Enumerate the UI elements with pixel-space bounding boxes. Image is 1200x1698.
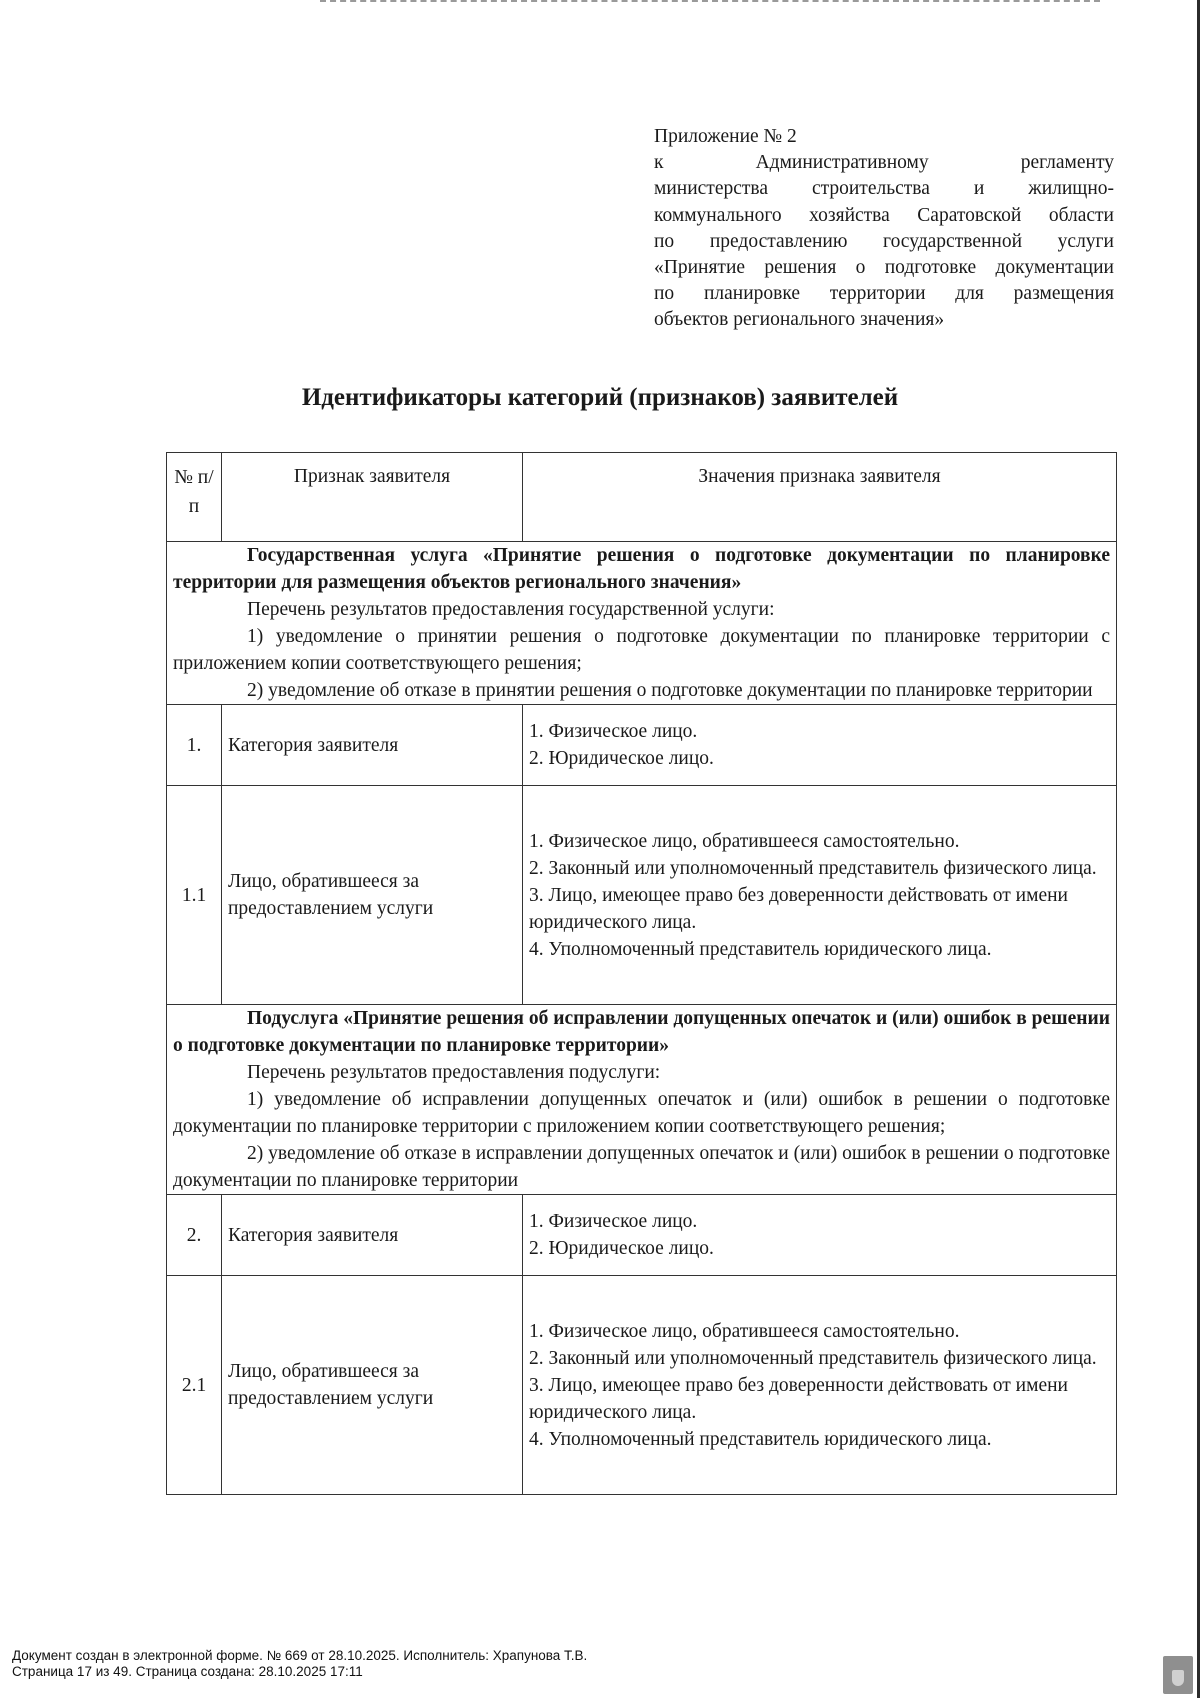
value-item: 2. Юридическое лицо.: [529, 748, 714, 769]
scan-top-marks: [320, 0, 1100, 4]
table-header-row: [167, 453, 1117, 542]
footer-line: Страница 17 из 49. Страница создана: 28.10.2025 17:11: [12, 1663, 363, 1679]
value-item: 2. Юридическое лицо.: [529, 1238, 714, 1259]
value-item: 2. Законный или уполномоченный представитель физического лица.: [529, 857, 1097, 879]
section-result: 2) уведомление об отказе в исправлении допущенных опечаток и (или) ошибок в решении о подготовке документации по планировке территории: [173, 1143, 1110, 1191]
section-result: 1) уведомление об исправлении допущенных опечаток и (или) ошибок в решении о подготовке документации по планировке территории с приложением копии соответствующего решения;: [173, 1089, 1110, 1137]
appendix-line: по предоставлению государственной услуги: [654, 230, 1114, 252]
applicant-categories-table: [166, 452, 1117, 1495]
row-sign: Категория заявителя: [222, 705, 523, 786]
page-title: Идентификаторы категорий (признаков) заявителей: [301, 384, 899, 411]
value-item: 1. Физическое лицо, обратившееся самостоятельно.: [529, 1320, 960, 1342]
row-num: 2.1: [167, 1276, 222, 1495]
row-sign: Лицо, обратившееся за предоставлением услуги: [222, 786, 523, 1005]
table-row: [167, 705, 1117, 786]
section-intro: Перечень результатов предоставления подуслуги:: [247, 1062, 661, 1083]
row-num: 1.1: [167, 786, 222, 1005]
appendix-line: «Принятие решения о подготовке документации: [654, 257, 1114, 279]
table-row: [167, 786, 1117, 1005]
row-num: 2.: [167, 1195, 222, 1276]
value-item: 1. Физическое лицо.: [529, 1211, 698, 1232]
document-footer: [12, 1648, 587, 1679]
section-heading: Государственная услуга «Принятие решения о подготовке документации по планировке территории для размещения объектов регионального значения»: [173, 545, 1110, 593]
value-item: 3. Лицо, имеющее право без доверенности действовать от имени юридического лица.: [529, 884, 1068, 933]
header-sign: Признак заявителя: [222, 453, 523, 542]
section-heading: Подуслуга «Принятие решения об исправлении допущенных опечаток и (или) ошибок в решении о подготовке документации по планировке территории»: [173, 1008, 1110, 1056]
table-row: [167, 1276, 1117, 1495]
appendix-line: Приложение № 2: [654, 126, 797, 147]
section-result: 2) уведомление об отказе в принятии решения о подготовке документации по планировке территории: [247, 680, 1093, 701]
row-values: [523, 1276, 1117, 1495]
appendix-line: к Административному регламенту: [654, 152, 1114, 174]
section-cell: [167, 542, 1117, 705]
appendix-line: министерства строительства и жилищно-: [654, 178, 1114, 200]
row-values: [523, 1195, 1117, 1276]
value-item: 3. Лицо, имеющее право без доверенности действовать от имени юридического лица.: [529, 1374, 1068, 1423]
value-item: 2. Законный или уполномоченный представитель физического лица.: [529, 1347, 1097, 1369]
coat-of-arms-icon: [1163, 1656, 1193, 1694]
value-item: 1. Физическое лицо, обратившееся самостоятельно.: [529, 830, 960, 852]
value-item: 4. Уполномоченный представитель юридического лица.: [529, 1428, 992, 1450]
section-cell: [167, 1005, 1117, 1195]
header-value: Значения признака заявителя: [523, 453, 1117, 542]
header-num: № п/п: [167, 453, 222, 542]
footer-line: Документ создан в электронной форме. № 669 от 28.10.2025. Исполнитель: Храпунова Т.В.: [12, 1648, 588, 1663]
value-item: 4. Уполномоченный представитель юридического лица.: [529, 938, 992, 960]
section-row: [167, 542, 1117, 705]
section-intro: Перечень результатов предоставления государственной услуги:: [247, 599, 775, 620]
row-values: [523, 786, 1117, 1005]
row-num: 1.: [167, 705, 222, 786]
value-item: 1. Физическое лицо.: [529, 721, 698, 742]
row-values: [523, 705, 1117, 786]
appendix-line: объектов регионального значения»: [654, 309, 945, 331]
section-row: [167, 1005, 1117, 1195]
appendix-line: коммунального хозяйства Саратовской области: [654, 204, 1114, 226]
section-result: 1) уведомление о принятии решения о подготовке документации по планировке территории с приложением копии соответствующего решения;: [173, 626, 1110, 674]
row-sign: Лицо, обратившееся за предоставлением услуги: [222, 1276, 523, 1495]
appendix-line: по планировке территории для размещения: [654, 283, 1114, 305]
appendix-block: [654, 124, 1114, 334]
row-sign: Категория заявителя: [222, 1195, 523, 1276]
table-row: [167, 1195, 1117, 1276]
